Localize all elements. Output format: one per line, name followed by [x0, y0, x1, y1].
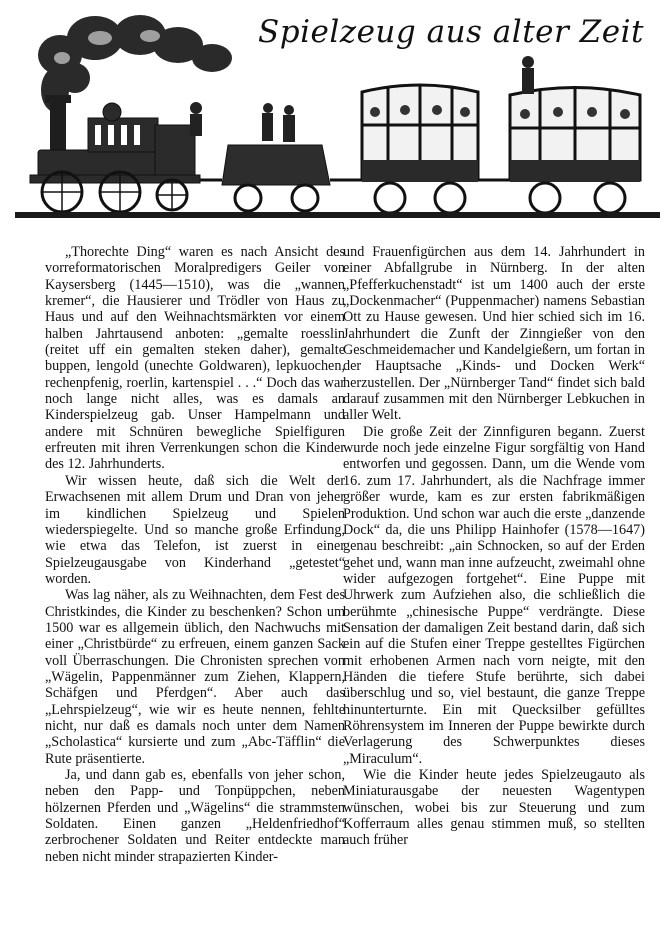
left-text-column	[45, 244, 345, 934]
paragraph: „Thorechte Ding“ waren es nach Ansicht des vorreformatorischen Moralpredigers Geiler von Kaysersberg (1445—1510), was die „wannen kremer“, die Hausierer und Trödler von Haus zu Haus und auf den Weihnachtsmärkten vor einem halben Jahrtausend anboten: „gemalte roesslin (reitet uff ein gemalten steken daher), gemalte buppen, lengold (unechte Goldwaren), lepkuochen, rechenpfenig, roerlin, kartenspiel . . .“ Doch das war noch lange nicht alles, was es damals an Kinderspielzeug gab. Unser Hampelmann und andere mit Schnüren bewegliche Spielfiguren erfreuten mit ihren Verrenkungen schon die Kinder des 12. Jahrhunderts.	[45, 244, 345, 473]
paragraph: Was lag näher, als zu Weihnachten, dem Fest des Christkindes, die Kinder zu beschenken? Schon um 1500 war es allgemein üblich, den Nachwuchs mit einer „Christbürde“ zu erfreuen, einem ganzen Sack voll Überraschungen. Die Chronisten sprechen von „Wägelin, Pappenmänner zum Ziehen, Klappern, Schäfgen und Pferdgen“. Aber auch das „Lehrspielzeug“, wie wir es heute nennen, fehlte nicht, nur daß es damals noch unter dem Namen „Scholastica“ kursierte und zum „Abc-Täfflin“ die Rute präsentierte.	[45, 587, 345, 767]
paragraph: Wie die Kinder heute jedes Spielzeugauto als Miniaturausgabe der neuesten Wagentypen wünschen, wobei bis zur Steuerung und zum Kofferraum alles genau stimmen muß, so stellten auch früher	[343, 767, 645, 849]
paragraph: Ja, und dann gab es, ebenfalls von jeher schon, neben den Papp- und Tonpüppchen, neben hölzernen Pferden und „Wägelins“ die strammsten Soldaten. Einen ganzen „Heldenfriedhof“ zerbrochener Soldaten und Reiter entdeckte man neben nicht minder strapazierten Kinder-	[45, 767, 345, 865]
paragraph: Wir wissen heute, daß sich die Welt der Erwachsenen mit allem Drum und Dran von jeher im kindlichen Spielzeug und Spielen wiederspiegelte. Und so manche große Erfindung, wie etwa das Telefon, ist zuerst in einer Spielzeugausgabe von Kinderhand „getestet“ worden.	[45, 472, 345, 587]
paragraph: Die große Zeit der Zinnfiguren begann. Zuerst wurde noch jede einzelne Figur sorgfältig von Hand entworfen und gegossen. Dann, um die Wende vom 16. zum 17. Jahrhundert, als die Nachfrage immer größer wurde, kam es zur ersten fabrikmäßigen Produktion. Und schon war auch die erste „danzende Dock“ da, die uns Philipp Hainhofer (1578—1647) genau beschreibt: „ain Schnocken, so auf der Erden gehet und, wann man inne aufzeucht, zweimahl ohne wider aufgezogen fortgehet“. Eine Puppe mit Uhrwerk zum Aufziehen also, die schließlich die berühmte „chinesische Puppe“ verdrängte. Diese Sensation der damaligen Zeit bestand darin, daß sich ein auf die Stufen einer Treppe gestelltes Figürchen mit erhobenen Armen nach vorn neigte, mit den Händen die tiefere Stufe berührte, sich dabei überschlug und so, viel bestaunt, die ganze Treppe hinunterturnte. Ein mit Quecksilber gefülltes Röhrensystem im Inneren der Puppe bewirkte durch Verlagerung des Schwerpunktes dieses „Miraculum“.	[343, 423, 645, 767]
right-text-column	[343, 244, 645, 934]
paragraph: und Frauenfigürchen aus dem 14. Jahrhundert in einer Abfallgrube in Nürnberg. In der alten „Pfefferkuchenstadt“ ist um 1400 auch der erste „Dockenmacher“ (Puppenmacher) namens Sebastian Ott zu Hause gewesen. Und hier schied sich im 16. Jahrhundert die Zunft der Zinngießer von den Geschmeidemacher und Kandelgießern, um fortan in der Hauptsache „Kinds- und Docken Werk“ herzustellen. Der „Nürnberger Tand“ findet sich bald darauf zusammen mit den Nürnberger Lebkuchen in aller Welt.	[343, 244, 645, 424]
passenger-car-1	[362, 84, 478, 213]
article-title: Spielzeug aus alter Zeit	[258, 14, 644, 50]
chimney	[50, 95, 66, 153]
passenger-car-2	[510, 56, 640, 213]
tender-car	[222, 145, 330, 185]
track-base	[15, 212, 660, 218]
